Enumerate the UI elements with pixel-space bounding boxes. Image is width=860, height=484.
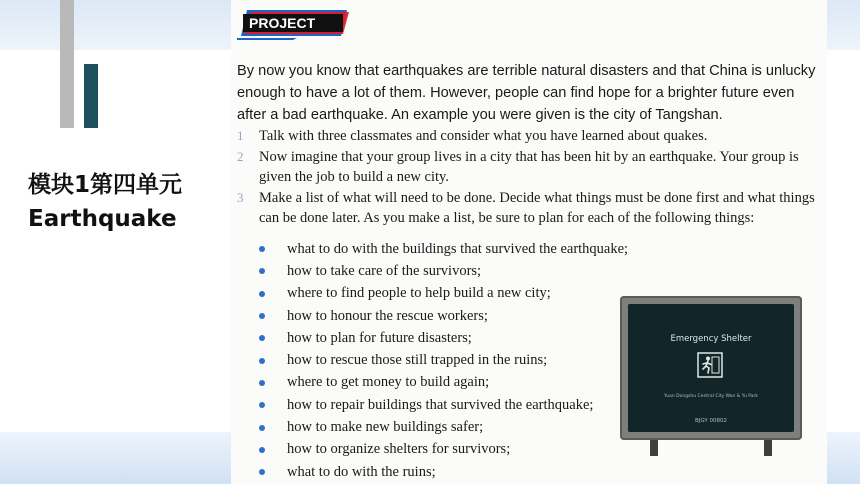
step-text: Make a list of what will need to be done. Decide what things must be done first and what things can be done later. As you make a list, be sure to plan for each of the following things: bbox=[259, 189, 815, 226]
sign-code: BJGY 00802 bbox=[695, 418, 727, 424]
sign-panel bbox=[628, 304, 794, 432]
step-item bbox=[237, 147, 823, 188]
bullet-text: what to do with the ruins; bbox=[287, 463, 436, 480]
project-logo-text: PROJECT bbox=[249, 15, 316, 31]
sign-title: Emergency Shelter bbox=[670, 334, 752, 344]
bullet-dot-icon bbox=[259, 358, 265, 364]
bullet-text: what to do with the buildings that survived the earthquake; bbox=[287, 240, 629, 257]
bullet-text: where to get money to build again; bbox=[287, 374, 490, 391]
bullet-dot-icon bbox=[259, 447, 265, 453]
project-logo bbox=[237, 8, 349, 40]
step-number: 1 bbox=[237, 128, 244, 143]
slide-title-english: Earthquake bbox=[28, 206, 177, 232]
step-number: 3 bbox=[237, 189, 244, 205]
bullet-text: how to take care of the survivors; bbox=[287, 262, 482, 279]
bullet-item bbox=[259, 238, 639, 260]
bullet-item bbox=[259, 416, 639, 438]
steps-list bbox=[237, 126, 823, 229]
decor-bar-gray bbox=[60, 0, 74, 128]
bullet-text: how to make new buildings safer; bbox=[287, 419, 484, 436]
emergency-shelter-sign-photo bbox=[620, 296, 802, 458]
step-text: Talk with three classmates and consider what you have learned about quakes. bbox=[259, 128, 708, 144]
bullet-item bbox=[259, 461, 639, 483]
bullet-dot-icon bbox=[259, 402, 265, 408]
bullet-item bbox=[259, 305, 639, 327]
plan-bullet-list bbox=[259, 238, 639, 483]
bullet-dot-icon bbox=[259, 313, 265, 319]
bullet-item bbox=[259, 349, 639, 371]
sign-frame bbox=[620, 296, 802, 440]
exit-running-man-icon bbox=[697, 352, 723, 378]
bullet-dot-icon bbox=[259, 425, 265, 431]
bullet-dot-icon bbox=[259, 380, 265, 386]
bullet-dot-icon bbox=[259, 291, 265, 297]
bullet-text: how to organize shelters for survivors; bbox=[287, 441, 511, 458]
intro-paragraph: By now you know that earthquakes are terrible natural disasters and that China is unlucky enough to have a lot of them. However, people can find hope for a brighter future even after a bad earthquake. An example you were given is the city of Tangshan. bbox=[237, 63, 816, 123]
bullet-text: how to repair buildings that survived the earthquake; bbox=[287, 396, 594, 413]
bullet-item bbox=[259, 372, 639, 394]
bullet-item bbox=[259, 327, 639, 349]
sign-address: Yuan Dongshu Central City Wan & Yu Park bbox=[664, 394, 758, 399]
step-number: 2 bbox=[237, 148, 244, 164]
bullet-item bbox=[259, 394, 639, 416]
bullet-dot-icon bbox=[259, 268, 265, 274]
bullet-text: how to plan for future disasters; bbox=[287, 329, 472, 346]
bullet-text: where to find people to help build a new city; bbox=[287, 285, 551, 302]
step-text: Now imagine that your group lives in a city that has been hit by an earthquake. Your group is given the job to build a new city. bbox=[259, 148, 799, 185]
slide-title-chinese: 模块1第四单元 bbox=[28, 172, 183, 198]
bullet-dot-icon bbox=[259, 335, 265, 341]
bullet-dot-icon bbox=[259, 469, 265, 475]
bullet-text: how to honour the rescue workers; bbox=[287, 307, 488, 324]
bullet-text: how to rescue those still trapped in the ruins; bbox=[287, 352, 548, 369]
bullet-item bbox=[259, 260, 639, 282]
step-item bbox=[237, 126, 823, 147]
bullet-item bbox=[259, 439, 639, 461]
bullet-dot-icon bbox=[259, 246, 265, 252]
decor-bar-teal bbox=[84, 64, 98, 128]
textbook-page-scan bbox=[231, 0, 827, 484]
slide-title bbox=[28, 168, 182, 236]
step-item bbox=[237, 188, 823, 229]
bullet-item bbox=[259, 283, 639, 305]
